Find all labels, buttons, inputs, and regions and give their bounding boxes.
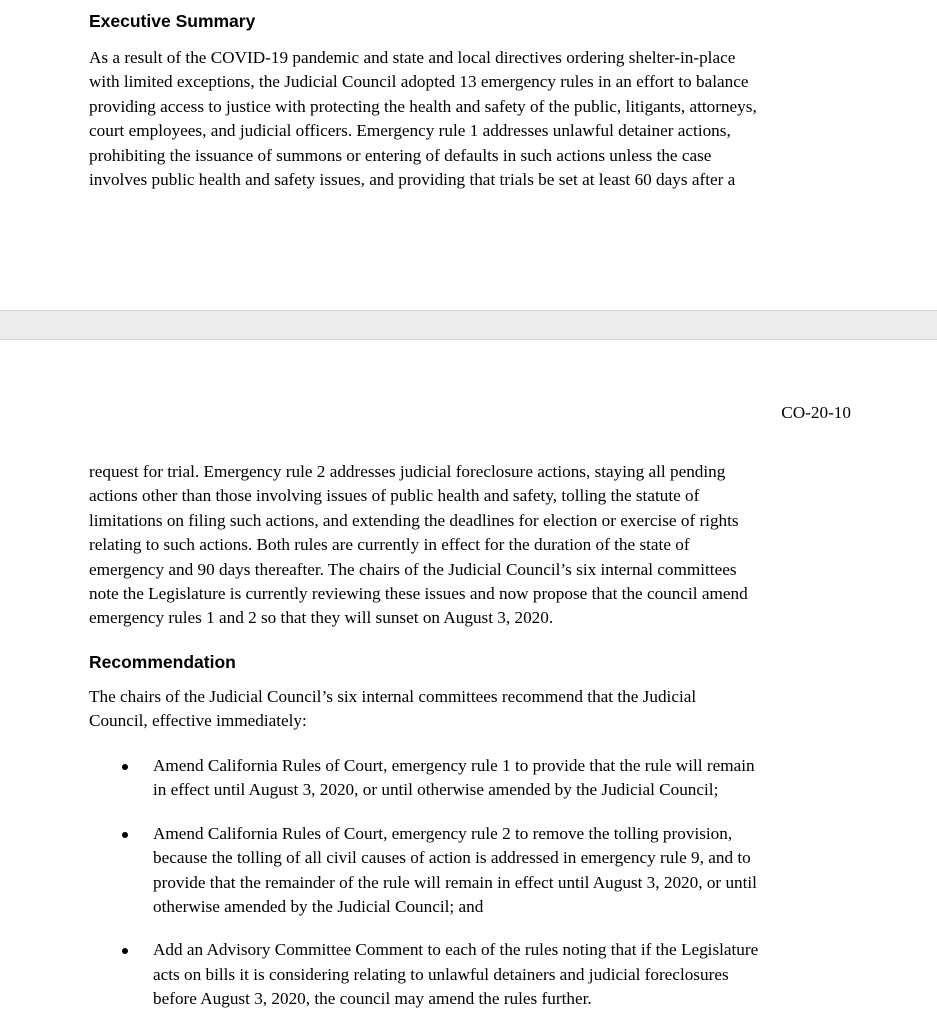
paragraph-line: prohibiting the issuance of summons or entering of defaults in such actions unless the case [89,145,712,165]
list-item-line: provide that the remainder of the rule will remain in effect until August 3, 2020, or until [153,872,757,892]
paragraph-line: with limited exceptions, the Judicial Council adopted 13 emergency rules in an effort to balance [89,72,749,92]
paragraph-line: relating to such actions. Both rules are currently in effect for the duration of the state of [89,535,690,555]
paragraph-line: limitations on filing such actions, and extending the deadlines for election or exercise of rights [89,510,739,530]
list-item-line: acts on bills it is considering relating to unlawful detainers and judicial foreclosures [153,964,729,984]
paragraph-line: involves public health and safety issues, and providing that trials be set at least 60 days after a [89,170,736,190]
document-number: CO-20-10 [781,403,851,422]
list-item-line: because the tolling of all civil causes of action is addressed in emergency rule 9, and to [153,848,751,868]
paragraph-line: Council, effective immediately: [89,711,307,731]
recommendation-intro [89,685,696,734]
list-item-line: otherwise amended by the Judicial Council; and [153,897,484,917]
document-page-1 [0,0,937,310]
list-item-line: in effect until August 3, 2020, or until otherwise amended by the Judicial Council; [153,780,719,800]
paragraph-line: emergency rules 1 and 2 so that they will sunset on August 3, 2020. [89,608,554,628]
page-separator [0,310,937,340]
list-item-line: Amend California Rules of Court, emergency rule 1 to provide that the rule will remain [153,756,755,775]
list-item-line: before August 3, 2020, the council may amend the rules further. [153,989,592,1009]
paragraph-line: note the Legislature is currently reviewing these issues and now propose that the council amend [89,584,748,604]
bullet-icon [122,948,128,954]
list-item [89,938,859,1011]
executive-summary-paragraph [89,46,757,192]
document-page-2 [0,340,937,1034]
bullet-icon [122,764,128,770]
executive-summary-heading: Executive Summary [89,11,256,31]
paragraph-line: The chairs of the Judicial Council’s six internal committees recommend that the Judicial [89,687,697,706]
paragraph-line: actions other than those involving issues of public health and safety, tolling the statute of [89,486,700,506]
recommendation-heading: Recommendation [89,652,236,672]
bullet-icon [122,832,128,838]
list-item-line: Amend California Rules of Court, emergency rule 2 to remove the tolling provision, [153,823,733,843]
list-item [89,822,859,920]
recommendation-list [89,754,859,1031]
executive-summary-continuation [89,460,748,631]
paragraph-line: providing access to justice with protecting the health and safety of the public, litigants, attorneys, [89,96,757,116]
paragraph-line: emergency and 90 days thereafter. The chairs of the Judicial Council’s six internal committees [89,559,737,579]
paragraph-line: As a result of the COVID-19 pandemic and state and local directives ordering shelter-in-place [89,48,736,67]
list-item [89,754,859,803]
paragraph-line: court employees, and judicial officers. Emergency rule 1 addresses unlawful detainer actions, [89,121,731,141]
paragraph-line: request for trial. Emergency rule 2 addresses judicial foreclosure actions, staying all pending [89,462,726,481]
list-item-line: Add an Advisory Committee Comment to each of the rules noting that if the Legislature [153,940,759,960]
